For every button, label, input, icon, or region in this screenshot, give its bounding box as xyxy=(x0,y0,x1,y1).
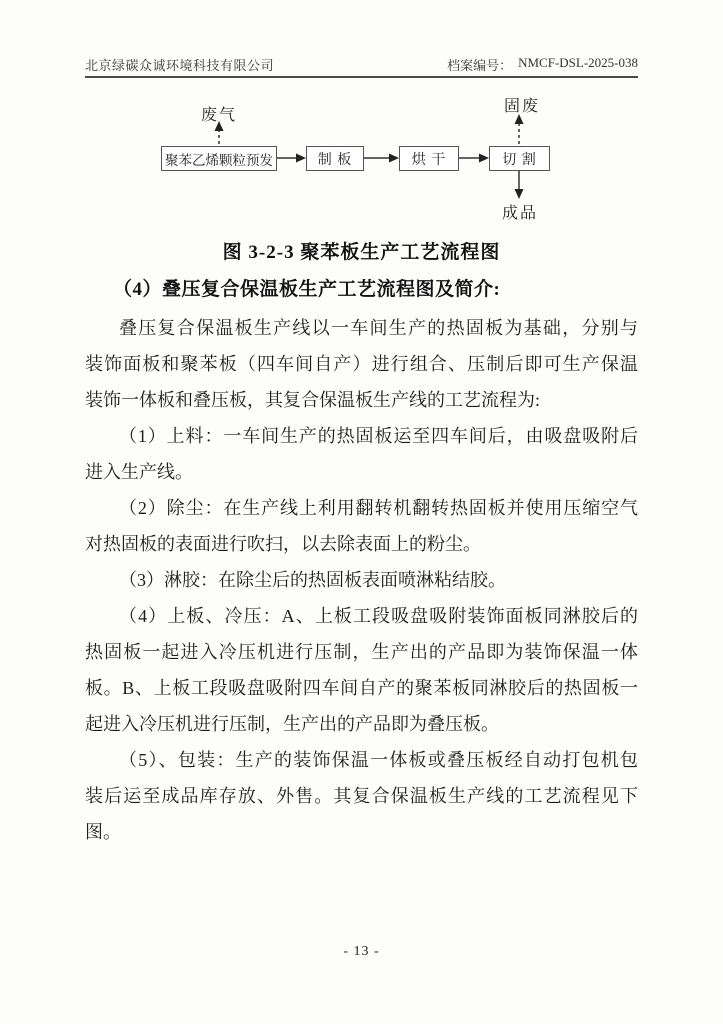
arrow-box1-box2 xyxy=(277,154,306,163)
solid-waste-label: 固废 xyxy=(504,98,541,115)
paragraph-line: 叠压复合保温板生产线以一车间生产的热固板为基础，分别与 xyxy=(119,318,638,338)
paragraph-line: 起进入冷压机进行压制，生产出的产品即为叠压板。 xyxy=(85,714,499,734)
paragraph-line: 装饰一体板和叠压板，其复合保温板生产线的工艺流程为: xyxy=(85,390,540,410)
product-label: 成品 xyxy=(502,205,539,222)
paragraph-line: 板。B、上板工段吸盘吸附四车间自产的聚苯板同淋胶后的热固板一 xyxy=(85,678,638,698)
paragraph-line: 对热固板的表面进行吹扫，以去除表面上的粉尘。 xyxy=(85,534,481,554)
flowchart-box-drying: 烘 干 xyxy=(399,146,459,171)
paragraph-line: （2）除尘：在生产线上利用翻转机翻转热固板并使用压缩空气 xyxy=(119,498,638,518)
flowchart-box-cutting: 切 割 xyxy=(489,146,550,171)
paragraph-line: （1）上料：一车间生产的热固板运至四车间后，由吸盘吸附后 xyxy=(119,426,638,446)
paragraph-line: 进入生产线。 xyxy=(85,462,193,482)
arrow-box3-box4 xyxy=(458,154,489,163)
product-arrow xyxy=(515,171,524,199)
arrow-box2-box3 xyxy=(364,154,399,163)
body-text xyxy=(85,310,638,850)
paragraph-line: （4）上板、冷压：A、上板工段吸盘吸附装饰面板同淋胶后的 xyxy=(119,606,638,626)
waste-gas-label: 废气 xyxy=(201,107,238,124)
flowchart-box-board-making: 制 板 xyxy=(306,146,364,171)
header-archive-number xyxy=(447,55,638,74)
page-number: - 13 - xyxy=(343,944,380,959)
header-divider xyxy=(85,76,638,78)
paragraph-line: （3）淋胶：在除尘后的热固板表面喷淋粘结胶。 xyxy=(119,570,506,590)
paragraph-line: 装后运至成品库存放、外售。其复合保温板生产线的工艺流程见下 xyxy=(85,786,638,806)
archive-label: 档案编号： xyxy=(447,58,513,73)
paragraph-line: 热固板一起进入冷压机进行压制，生产出的产品即为装饰保温一体 xyxy=(85,642,638,662)
solid-waste-dashed-arrow xyxy=(515,114,524,144)
flowchart-box-pre-expansion: 聚苯乙烯颗粒预发 xyxy=(161,146,277,171)
section-heading: （4）叠压复合保温板生产工艺流程图及简介: xyxy=(113,279,501,300)
paragraph-line: 装饰面板和聚苯板（四车间自产）进行组合、压制后即可生产保温 xyxy=(85,354,638,374)
figure-caption: 图 3-2-3 聚苯板生产工艺流程图 xyxy=(222,242,501,263)
paragraph-line: 图。 xyxy=(85,822,121,842)
header-company-name: 北京绿碳众诚环境科技有限公司 xyxy=(85,58,275,73)
paragraph-line: （5）、包装：生产的装饰保温一体板或叠压板经自动打包机包 xyxy=(119,750,638,770)
archive-value: NMCF-DSL-2025-038 xyxy=(518,55,638,70)
